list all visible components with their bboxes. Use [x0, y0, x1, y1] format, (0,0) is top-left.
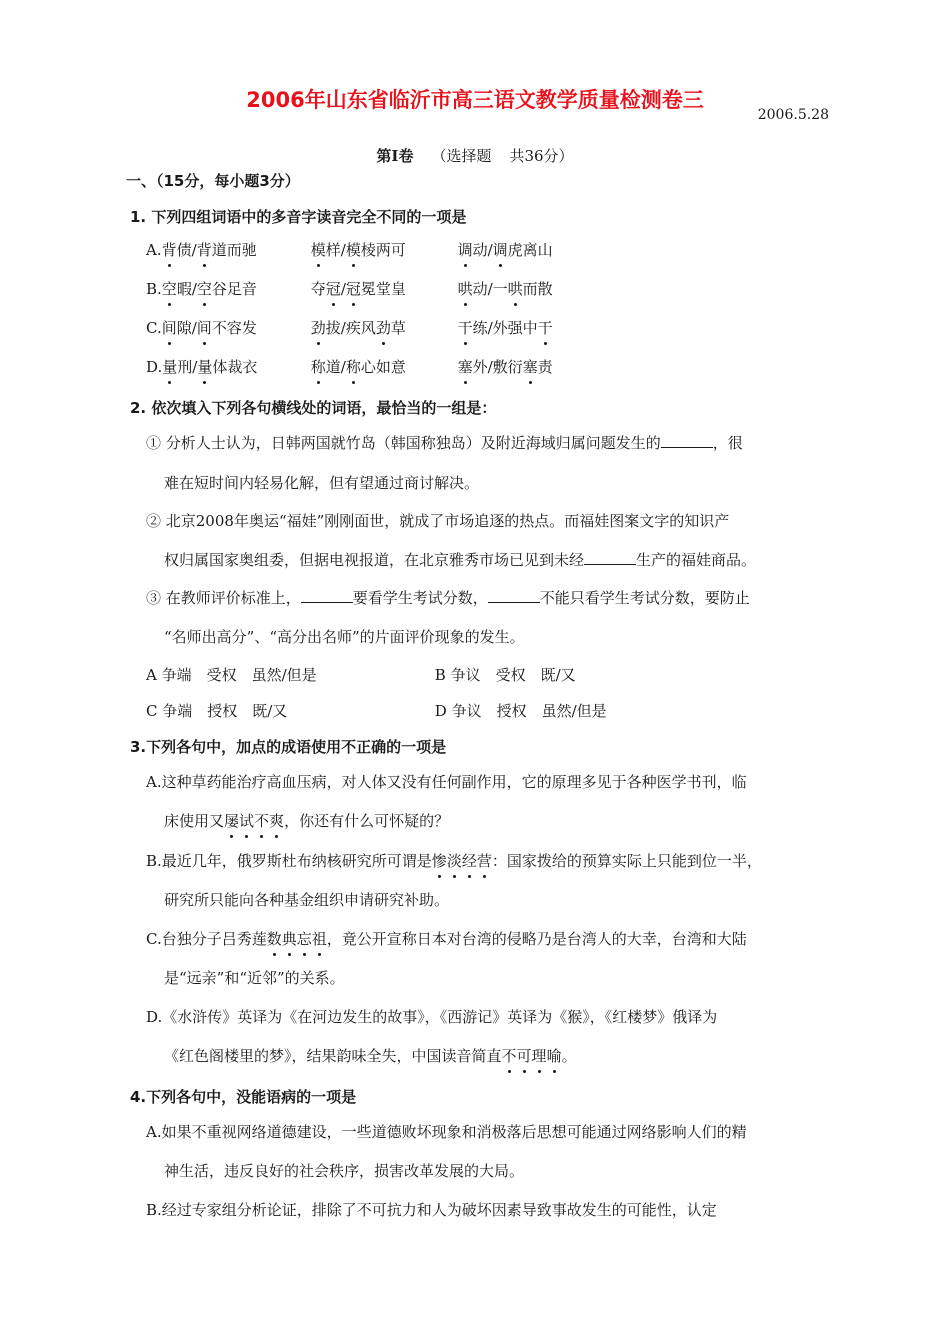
fill-blank [488, 588, 540, 603]
q3-option-a: A.这种草药能治疗高血压病，对人体又没有任何副作用，它的原理多见于各种医学书刊，临 [146, 773, 747, 791]
q3-a-post: ，你还有什么可怀疑的？ [284, 812, 450, 830]
q2-s1-text: ① 分析人士认为，日韩两国就竹岛（韩国称独岛）及附近海域归属问题发生的 [146, 434, 661, 452]
q4-option-a: A.如果不重视网络道德建设，一些道德败坏现象和消极落后思想可能通过网络影响人们的精 [146, 1123, 747, 1141]
part-heading: 一、（15分，每小题3分） [126, 172, 300, 190]
q2-s3-mid: 要看学生考试分数， [352, 589, 488, 607]
q3-option-d: D.《水浒传》英译为《在河边发生的故事》，《西游记》英译为《猴》，《红楼梦》俄译为 [146, 1008, 718, 1026]
q3-b-post: ：国家拨给的预算实际上只能到位一半， [491, 852, 762, 870]
q2-option-d: D 争议 授权 虽然/但是 [434, 702, 607, 720]
q3-a-pre: 床使用又 [164, 812, 225, 830]
q3-c-pre: C.台独分子吕秀莲 [146, 930, 267, 948]
fill-blank [584, 550, 636, 565]
q1-option-b: B.空暇/空谷足音 夺冠/冠冕堂皇 哄动/一哄而散 [146, 280, 553, 298]
q3-option-d-cont [164, 1045, 844, 1066]
q3-option-a-cont [164, 810, 844, 831]
q3-b-pre: B.最近几年，俄罗斯杜布纳核研究所可谓是 [146, 852, 432, 870]
question-4-stem: 4.下列各句中，没能语病的一项是 [130, 1088, 357, 1106]
section-score: 共36分） [509, 147, 574, 165]
fill-blank [301, 588, 353, 603]
q2-s1-tail: ，很 [712, 434, 743, 452]
q2-s3-text: ③ 在教师评价标准上， [146, 589, 301, 607]
fill-blank [661, 433, 713, 448]
q3-d-idiom: 不可理喻 [501, 1047, 562, 1065]
q3-option-b [146, 850, 826, 871]
question-3-stem: 3.下列各句中，加点的成语使用不正确的一项是 [130, 738, 447, 756]
q4-option-b: B.经过专家组分析论证，排除了不可抗力和人为破坏因素导致事故发生的可能性，认定 [146, 1201, 717, 1219]
q2-option-a: A 争端 受权 虽然/但是 [146, 666, 317, 684]
q3-c-idiom: 数典忘祖 [266, 930, 327, 948]
q2-s2-text: 权归属国家奥组委，但据电视报道，在北京雅秀市场已见到未经 [164, 551, 585, 569]
q2-option-c: C 争端 授权 既/又 [146, 702, 288, 720]
q3-d-post: 。 [561, 1047, 577, 1065]
question-1-stem: 1. 下列四组词语中的多音字读音完全不同的一项是 [130, 208, 467, 226]
q2-sentence-3 [146, 587, 826, 608]
q2-s3-tail: 不能只看学生考试分数，要防止 [539, 589, 750, 607]
q3-d-pre: 《红色阁楼里的梦》，结果韵味全失，中国读音简直 [164, 1047, 502, 1065]
q2-sentence-2: ② 北京2008年奥运“福娃”刚刚面世，就成了市场追逐的热点。而福娃图案文字的知识产 [146, 512, 730, 530]
q3-option-c-cont: 是“远亲”和“近邻”的关系。 [164, 969, 345, 987]
q1-option-a: A.背债/背道而驰 模样/模棱两可 调动/调虎离山 [146, 241, 553, 259]
q3-option-c [146, 928, 826, 949]
q2-s2-tail: 生产的福娃商品。 [636, 551, 757, 569]
q2-options-row-2 [146, 700, 607, 721]
q3-c-post: ，竟公开宣称日本对台湾的侵略乃是台湾人的大幸，台湾和大陆 [326, 930, 747, 948]
q2-sentence-1-cont: 难在短时间内轻易化解，但有望通过商讨解决。 [164, 474, 480, 492]
q3-a-idiom: 屡试不爽 [224, 812, 285, 830]
section-label: 第Ⅰ卷 [376, 147, 414, 165]
q2-sentence-2-cont [164, 549, 844, 570]
q2-options-row-1 [146, 664, 576, 685]
question-2-stem: 2. 依次填入下列各句横线处的词语，最恰当的一组是： [130, 399, 497, 417]
q2-option-b: B 争议 受权 既/又 [434, 666, 576, 684]
page-title: 2006年山东省临沂市高三语文教学质量检测卷三 [246, 88, 704, 112]
exam-date: 2006.5.28 [757, 107, 829, 123]
q3-option-b-cont: 研究所只能向各种基金组织申请研究补助。 [164, 891, 450, 909]
q1-option-d: D.量刑/量体裁衣 称道/称心如意 塞外/敷衍塞责 [146, 358, 553, 376]
q1-option-c: C.间隙/间不容发 劲拔/疾风劲草 干练/外强中干 [146, 319, 553, 337]
q4-option-a-cont: 神生活，违反良好的社会秩序，损害改革发展的大局。 [164, 1162, 525, 1180]
q2-sentence-3-cont: “名师出高分”、“高分出名师”的片面评价现象的发生。 [164, 628, 525, 646]
section-desc: （选择题 [431, 147, 492, 165]
q2-sentence-1 [146, 432, 826, 453]
section-header [0, 145, 950, 166]
q3-b-idiom: 惨淡经营 [431, 852, 492, 870]
